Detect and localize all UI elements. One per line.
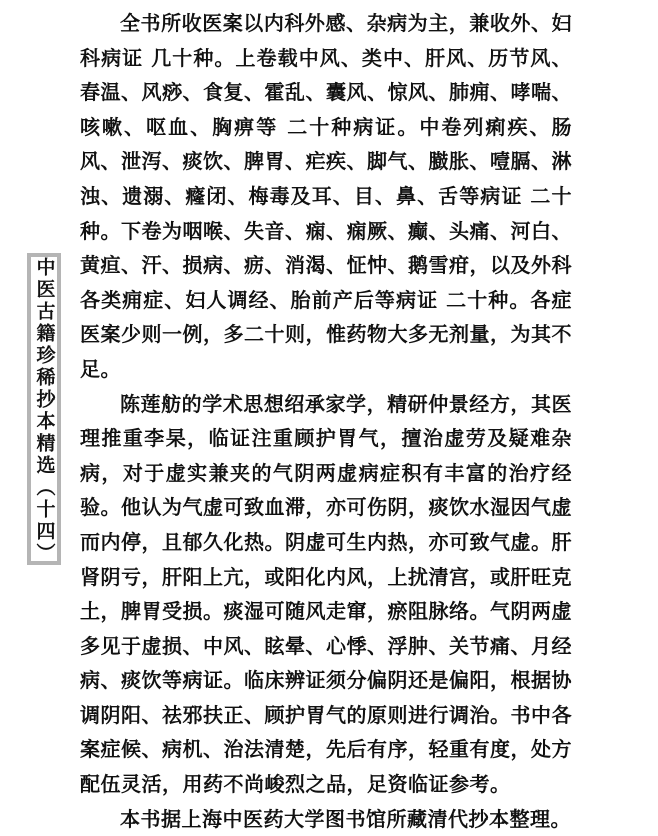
paragraph-academic-thought: 陈莲舫的学术思想绍承家学，精研仲景经方，其医理推重李杲，临证注重顾护胃气，擅治虚劳及疑难杂病，对于虚实兼夹的气阴两虚病症积有丰富的治疗经验。他认为气虚可致血滞，亦可伤阴，痰饮水湿因气虚而内停，且郁久化热。阴虚可生内热，亦可致气虚。肝肾阴亏，肝阳上亢，或阳化内风，上扰清宫，或肝旺克土，脾胃受损。痰湿可随风走窜，瘀阻脉络。气阴两虚多见于虚损、中风、眩晕、心悸、浮肿、关节痛、月经病、痰饮等病证。临床辨证须分偏阴还是偏阳，根据协调阴阳、祛邪扶正、顾护胃气的原则进行调治。书中各案症候、病机、治法清楚，先后有序，轻重有度，处方配伍灵活，用药不尚峻烈之品，足资临证参考。: [80, 391, 572, 797]
paragraph-source-note: 本书据上海中医药大学图书馆所藏清代抄本整理。: [120, 806, 571, 831]
series-side-label: [27, 253, 61, 565]
series-title: 中医古籍珍稀抄本精选（十四）: [33, 257, 56, 565]
page-body: [80, 6, 572, 836]
paragraph-contents-overview: 全书所收医案以内科外感、杂病为主，兼收外、妇科病证 几十种。上卷载中风、类中、肝风、历节风、春温、风痧、食复、霍乱、囊风、惊风、肺痈、哮喘、咳嗽、呕血、胸痹等 二十种病证。中卷列痢疾、肠风、泄泻、痰饮、脾胃、疟疾、脚气、臌胀、噎膈、淋浊、遗溺、癃闭、梅毒及耳、目、鼻、舌等病证 二十种。下卷为咽喉、失音、痫、痫厥、癫、头痛、河白、黄疸、汗、损病、疬、消渴、怔忡、鹅雪疳，以及外科各类痈症、妇人调经、胎前产后等病证 二十种。各症医案少则一例，多二十则，惟药物大多无剂量，为其不足。: [80, 11, 572, 381]
